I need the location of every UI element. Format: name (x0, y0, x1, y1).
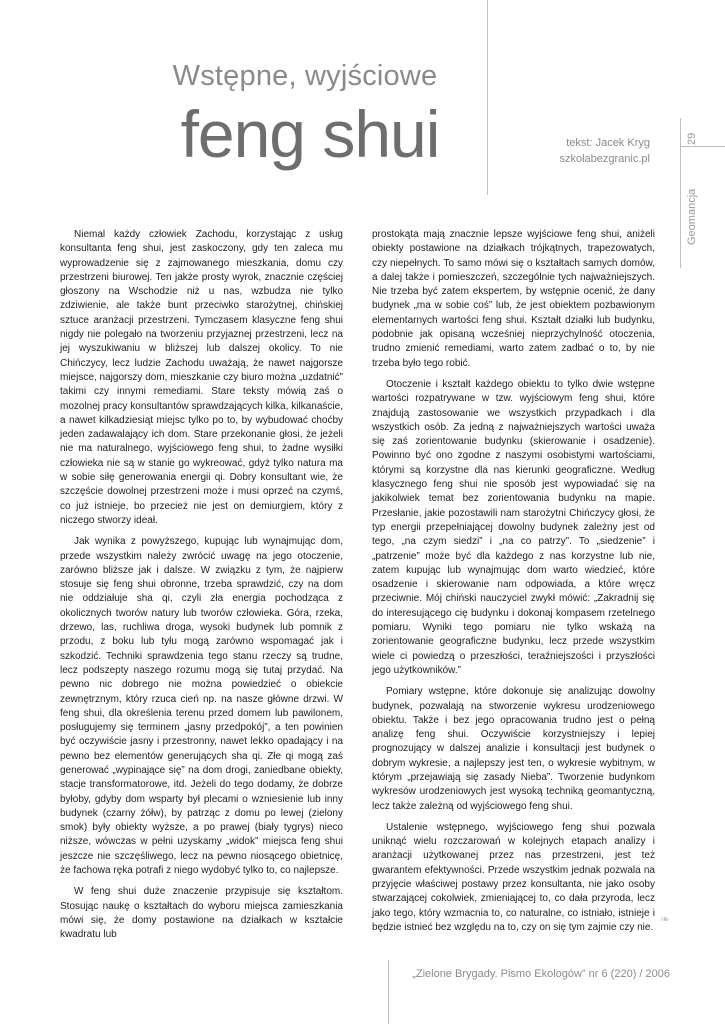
credit-site: szkolabezgranic.pl (559, 153, 650, 165)
article-end-mark: ❧ (660, 912, 671, 926)
article-kicker: Wstępne, wyjściowe (172, 60, 438, 92)
paragraph: Pomiary wstępne, które dokonuje się analizując dowolny budynek, pozwalają na stworzenie wykresu urodzeniowego obiektu. Także i bez jego opracowania trudno jest o pełną analizę feng shui. Oczywiście korzystniejszy i lepiej prognozujący w dalszej analizie i konsultacji jest budynek o dobrym wykresie, a najlepszy jest ten, o wykresie wybitnym, w którym „przejawiają się zasady Nieba”. Tworzenie budynkom wykresów urodzeniowych jest wysoką techniką geomantyczną, lecz także zależną od wyjściowego feng shui. (372, 686, 655, 812)
credit-author: tekst: Jacek Kryg (566, 137, 650, 149)
body-column-left (60, 228, 343, 950)
paragraph: Jak wynika z powyższego, kupując lub wynajmując dom, przede wszystkim należy zwrócić uwagę na jego otoczenie, zarówno bliższe jak i dalsze. W związku z tym, że najpierw stosuje się feng shui obronne, trzeba sprawdzić, czy na dom nie oddziałuje sha qi, czyli zła energia pochodząca z okolicznych tworów natury lub tworów człowieka. Góra, rzeka, drzewo, las, ruchliwa droga, wysoki budynek lub pomnik z przodu, z boku lub tyłu mogą zarówno wspomagać jak i szkodzić. Techniki sprawdzenia tego stanu rzeczy są trudne, lecz podszepty naszego rozumu mogą się tutaj przydać. Na pewno nic dobrego nie można powiedzieć o obiekcie zewnętrznym, który rzuca cień np. na nasze główne drzwi. W feng shui, dla określenia terenu przed domem lub pawilonem, posługujemy się terminem „jasny przedpokój”, a ten powinien być oczywiście jasny i przestronny, nawet lekko opadający i na pewno bez elementów generujących sha qi. Złe qi mogą zaś generować „wypinające się” na dom drogi, zaniedbane obiekty, stacje transformatorowe, itd. Jeżeli do tego dodamy, że dobrze byłoby, gdyby dom wsparty był plecami o wzniesienie lub inny budynek (czarny żółw), by patrząc z domu po lewej (zielony smok) były obiekty wyższe, a po prawej (biały tygrys) nieco niższe, wówczas w pełni uzyskamy „widok” miejsca feng shui jeszcze nie szczęśliwego, lecz na pewno niosącego obietnicę, że fachowa ręka potrafi z niego wydobyć tylko to, co najlepsze. (60, 536, 343, 877)
side-tick-line (680, 146, 725, 147)
page-number: 29 (686, 132, 698, 145)
article-credit (500, 135, 650, 167)
article-title: feng shui (180, 97, 440, 171)
paragraph: W feng shui duże znaczenie przypisuje się kształtom. Stosując naukę o kształtach do wyboru miejsca zamieszkania mówi się, że domy postawione na działkach w kształcie kwadratu lub (60, 886, 343, 941)
paragraph: Niemal każdy człowiek Zachodu, korzystając z usług konsultanta feng shui, jest zaskoczony, gdy ten zaleca mu wyprowadzenie się z zajmowanego mieszkania, domu czy przestrzeni biurowej. Ten jakże prosty wyrok, znacznie częściej głoszony na Wschodzie niż u nas, wzbudza nie tylko zdziwienie, ale także bunt przeciwko starożytnej, chińskiej sztuce aranżacji przestrzeni. Tymczasem klasyczne feng shui nigdy nie polegało na tworzeniu przyjaznej przestrzeni, lecz na jej wyszukiwaniu w bliższej lub dalszej okolicy. To nie Chińczycy, lecz ludzie Zachodu uważają, że nawet najgorsze miejsce, najgorszy dom, mieszkanie czy biuro można „uzdatnić” takimi czy innymi remediami. Stare teksty mówią zaś o mozolnej pracy konsultantów sprawdzających kilka, kilkanaście, a nawet kilkadziesiąt miejsc tylko po to, by wybudować choćby jeden zadawalający ich dom. Stare przekonanie głosi, że jeżeli nie ma naturalnego, wyjściowego feng shui, to żadne wysiłki człowieka nie są w stanie go wykreować, gdyż tylko natura ma w sobie siłę generowania energii qi. Dobry konsultant wie, że szczęście dowolnej przestrzeni może i musi oprzeć na czymś, co już istnieje, bo przecież nie jest on demiurgiem, który z niczego stworzy ideał. (60, 229, 343, 526)
paragraph-continued: prostokąta mają znacznie lepsze wyjściowe feng shui, aniżeli obiekty postawione na działkach trójkątnych, trapezowatych, czy niepełnych. To samo mówi się o kształtach samych domów, a dalej także i pomieszczeń, szczególnie tych najważniejszych. Nie trzeba być zatem ekspertem, by wstępnie ocenić, że dany budynek „ma w sobie coś” lub, że jest obiektem pozbawionym elementarnych wartości feng shui. Kształt działki lub budynku, podobnie jak opisaną wcześniej nieprzychylność otoczenia, trudno zmienić remediami, warto zatem zadbać o to, by nie trzeba było tego robić. (372, 229, 655, 369)
footer-divider-line (388, 960, 389, 1024)
body-column-right (372, 228, 655, 942)
publication-footer: „Zielone Brygady. Pismo Ekologów” nr 6 (220) / 2006 (412, 968, 670, 980)
paragraph: Otoczenie i kształt każdego obiektu to tylko dwie wstępne wartości rozpatrywane w tzw. wyjściowym feng shui, które znajdują zastosowanie we wszystkich przypadkach i dla wszystkich osób. Za jedną z najważniejszych wartości uważa się zaś zorientowanie budynku (skierowanie i osadzenie). Powinno być ono zgodne z naszymi osobistymi wartościami, którymi są korzystne dla nas kierunki geograficzne. Według klasycznego feng shui nie sposób jest wypowiadać się na jakikolwiek temat bez zorientowania budynku na mapie. Przesłanie, jakie pozostawili nam starożytni Chińczycy głosi, że typ energii przepełniającej dowolny budynek zależny jest od tego, „na czym siedzi” i „na co patrzy”. To „siedzenie” i „patrzenie” może być dla każdego z nas korzystne lub nie, zatem kupując lub wynajmując dom warto wiedzieć, które osadzenie i skierowanie nam odpowiada, a które wręcz przeciwnie. Mój chiński nauczyciel zwykł mówić: „Zakradnij się do interesującego cię budynku i dokonaj kompasem rzetelnego pomiaru. Wyniki tego pomiaru nie tylko wskażą na zorientowanie geograficzne budynku, lecz przede wszystkim wiele ci powiedzą o przeszłości, teraźniejszości i przyszłości jego użytkowników.” (372, 378, 655, 676)
header-divider-line (487, 0, 488, 195)
side-divider-line (680, 118, 681, 268)
paragraph: Ustalenie wstępnego, wyjściowego feng shui pozwala uniknąć wielu rozczarowań w kolejnych etapach analizy i aranżacji użytkowanej przez nas przestrzeni, jest też gwarantem efektywności. Przede wszystkim jednak pozwala na przyjęcie właściwej postawy przez konsultanta, nie jako osoby stwarzającej cokolwiek, zmieniającej to, co dała przyroda, lecz jako tego, który wzmacnia to, co naturalne, co istniało, istnieje i będzie istnieć bez względu na to, czy on się tym zajmie czy nie. (372, 821, 655, 933)
section-label: Geomancja (686, 188, 698, 245)
